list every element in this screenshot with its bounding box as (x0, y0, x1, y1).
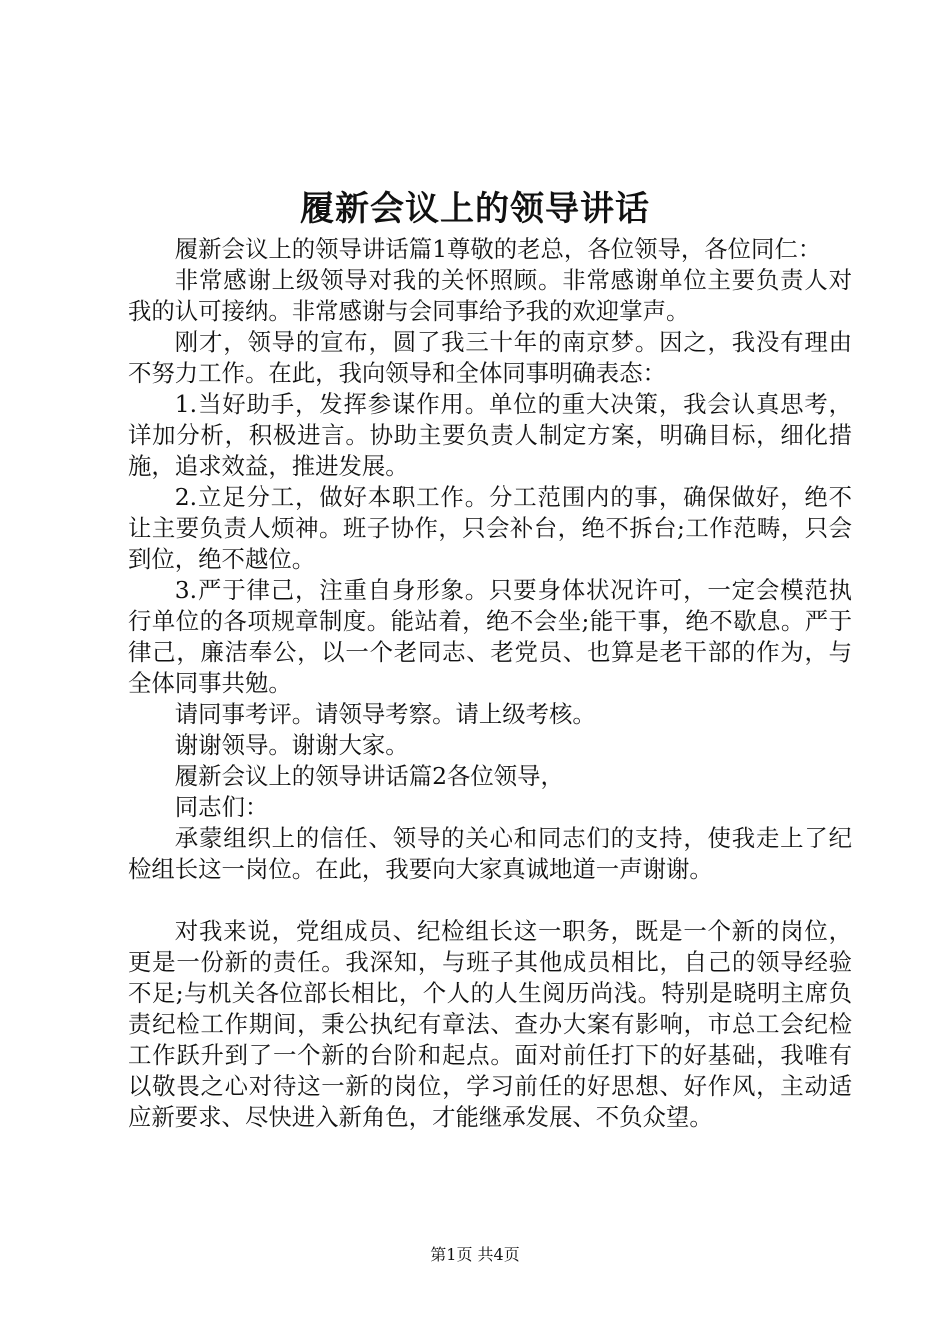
document-body (128, 234, 852, 1133)
paragraph-10: 同志们： (174, 793, 269, 821)
document-title: 履新会议上的领导讲话 (300, 189, 650, 229)
paragraph-12: 对我来说，党组成员、纪检组长这一职务，既是一个新的岗位，更是一份新的责任。我深知，与班子其他成员相比，自己的领导经验不足;与机关各位部长相比，个人的人生阅历尚浅。特别是晓明主席负责纪检工作期间，秉公执纪有章法、查办大案有影响，市总工会纪检工作跃升到了一个新的台阶和起点。面对前任打下的好基础，我唯有以敬畏之心对待这一新的岗位，学习前任的好思想、好作风，主动适应新要求、尽快进入新角色，才能继承发展、不负众望。 (128, 917, 852, 1131)
paragraph-4: 1.当好助手，发挥参谋作用。单位的重大决策，我会认真思考，详加分析，积极进言。协助主要负责人制定方案，明确目标，细化措施，追求效益，推进发展。 (128, 390, 852, 480)
paragraph-1: 履新会议上的领导讲话篇1尊敬的老总，各位领导，各位同仁： (174, 235, 822, 263)
paragraph-8: 谢谢领导。谢谢大家。 (174, 731, 409, 759)
page-footer: 第1页 共4页 (430, 1245, 520, 1264)
paragraph-2: 非常感谢上级领导对我的关怀照顾。非常感谢单位主要负责人对我的认可接纳。非常感谢与会同事给予我的欢迎掌声。 (128, 266, 852, 325)
paragraph-6: 3.严于律己，注重自身形象。只要身体状况许可，一定会模范执行单位的各项规章制度。能站着，绝不会坐;能干事，绝不歇息。严于律己，廉洁奉公，以一个老同志、老党员、也算是老干部的作为，与全体同事共勉。 (128, 576, 852, 697)
paragraph-3: 刚才，领导的宣布，圆了我三十年的南京梦。因之，我没有理由不努力工作。在此，我向领导和全体同事明确表态： (128, 328, 852, 387)
paragraph-7: 请同事考评。请领导考察。请上级考核。 (174, 700, 596, 728)
paragraph-9: 履新会议上的领导讲话篇2各位领导， (174, 762, 564, 790)
paragraph-11: 承蒙组织上的信任、领导的关心和同志们的支持，使我走上了纪检组长这一岗位。在此，我要向大家真诚地道一声谢谢。 (128, 824, 852, 883)
paragraph-5: 2.立足分工，做好本职工作。分工范围内的事，确保做好，绝不让主要负责人烦神。班子协作，只会补台，绝不拆台;工作范畴，只会到位，绝不越位。 (128, 483, 852, 573)
